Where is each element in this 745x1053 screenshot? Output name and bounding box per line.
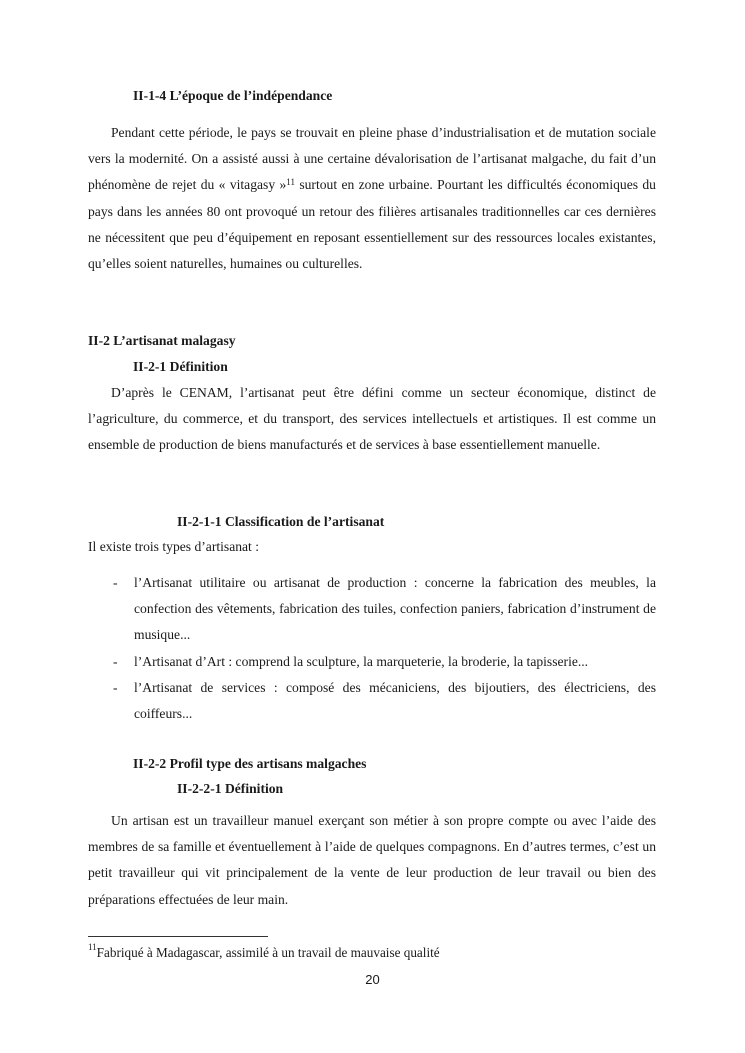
paragraph-independance — [88, 120, 656, 277]
footnote-text: Fabriqué à Madagascar, assimilé à un travail de mauvaise qualité — [96, 945, 440, 960]
dash-marker: - — [113, 679, 118, 695]
list-item — [88, 675, 656, 727]
dash-marker: - — [113, 653, 118, 669]
footnote — [88, 942, 440, 961]
list-item — [88, 649, 656, 675]
heading-ii-2-2: II-2-2 Profil type des artisans malgaches — [133, 756, 367, 771]
heading-ii-1-4: II-1-4 L’époque de l’indépendance — [133, 88, 333, 103]
paragraph-definition-artisan — [88, 808, 656, 913]
footnote-number: 11 — [88, 942, 97, 952]
heading-ii-2-2-1: II-2-2-1 Définition — [177, 781, 284, 796]
list-item-text: l’Artisanat de services : composé des mécaniciens, des bijoutiers, des électriciens, des coiffeurs... — [134, 679, 656, 722]
paragraph-independance-text-a: Pendant cette période, le pays se trouvait en pleine phase d’industrialisation et de mutation sociale vers la modernité. On a assisté aussi à une certaine dévalorisation de l’artisanat malgache, du fait d’un phénomène de rejet du « vitagasy » — [88, 125, 656, 193]
heading-ii-2-1: II-2-1 Définition — [133, 359, 228, 374]
footnote-ref-11: 11 — [286, 177, 295, 188]
paragraph-definition-artisanat-text: D’après le CENAM, l’artisanat peut être défini comme un secteur économique, distinct de l’agriculture, du commerce, et du transport, des services intellectuels et artistiques. Il est comme un ensemble de production de biens manufacturés et de services à base essentiellement manuelle. — [88, 385, 656, 453]
heading-ii-2: II-2 L’artisanat malagasy — [88, 333, 236, 348]
artisanat-types-list — [88, 570, 656, 727]
dash-marker: - — [113, 575, 118, 590]
paragraph-independance-text-b: surtout en zone urbaine. Pourtant les difficultés économiques du pays dans les années 80 ont provoqué un retour des filières artisanales traditionnelles car ces dernières ne nécessitent que peu d’équipement en reposant essentiellement sur des ressources locales existantes, qu’elles soient naturelles, humaines ou culturelles. — [88, 177, 656, 272]
paragraph-definition-artisanat — [88, 380, 656, 459]
list-item — [88, 570, 656, 649]
footnote-separator — [88, 936, 268, 937]
heading-ii-2-1-1: II-2-1-1 Classification de l’artisanat — [177, 514, 385, 529]
list-item-text: l’Artisanat d’Art : comprend la sculpture, la marqueterie, la broderie, la tapisserie... — [134, 653, 589, 669]
paragraph-definition-artisan-text: Un artisan est un travailleur manuel exerçant son métier à son propre compte ou avec l’aide des membres de sa famille et éventuellement à l’aide de quelques compagnons. En d’autres termes, c’est un petit travailleur qui vit principalement de la vente de leur production de leur travail ou bien des préparations effectuées de leur main. — [88, 813, 656, 907]
list-item-text: l’Artisanat utilitaire ou artisanat de production : concerne la fabrication des meubles, la confection des vêtements, fabrication des tuiles, confection paniers, fabrication d’instrument de musique... — [134, 575, 656, 643]
classification-intro: Il existe trois types d’artisanat : — [88, 539, 260, 554]
page-number: 20 — [365, 972, 380, 987]
